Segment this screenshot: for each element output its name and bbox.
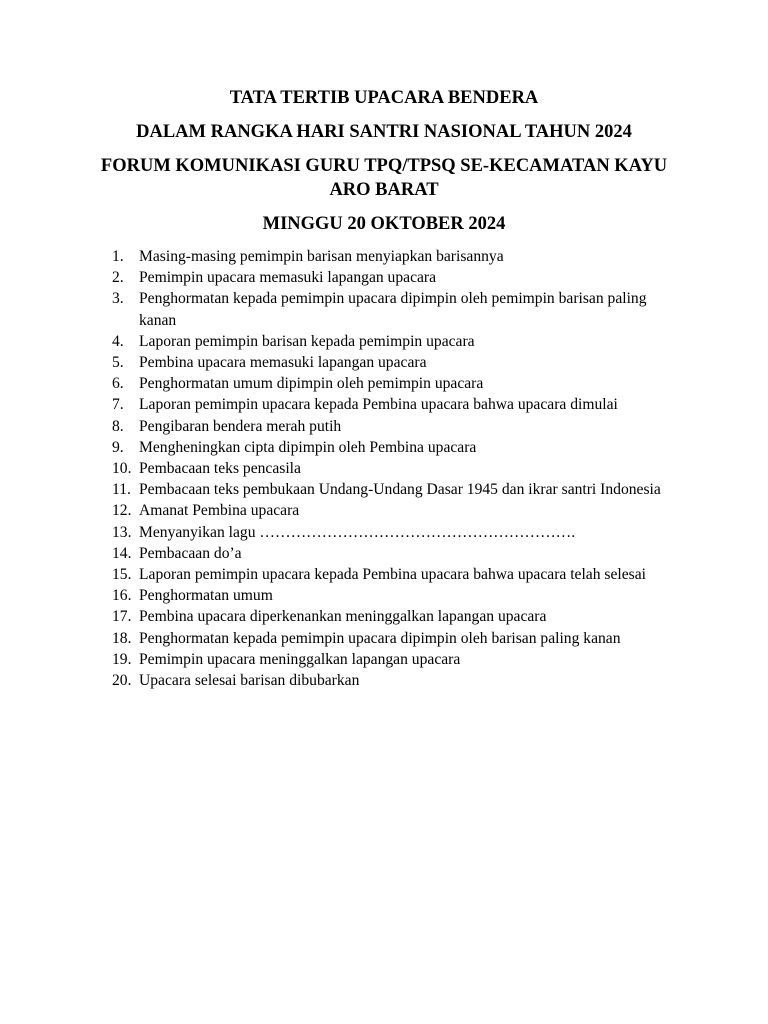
title-line-3: FORUM KOMUNIKASI GURU TPQ/TPSQ SE-KECAMATAN KAYU ARO BARAT [100, 156, 668, 200]
list-item [112, 373, 682, 394]
item-text: Amanat Pembina upacara [139, 502, 300, 520]
item-text: Pemimpin upacara meninggalkan lapangan upacara [139, 650, 461, 668]
item-text: Penghormatan kepada pemimpin upacara dipimpin oleh pemimpin barisan paling kanan [139, 290, 647, 329]
list-item [112, 500, 682, 521]
item-text: Laporan pemimpin barisan kepada pemimpin upacara [139, 332, 475, 350]
item-number: 15. [112, 566, 132, 584]
item-text: Upacara selesai barisan dibubarkan [139, 672, 360, 690]
list-item [112, 606, 682, 627]
list-item [112, 564, 682, 585]
item-text: Penghormatan umum [139, 587, 273, 605]
list-item [112, 331, 682, 352]
item-text: Menyanyikan lagu ……………………………………………………. [139, 523, 576, 541]
item-text: Mengheningkan cipta dipimpin oleh Pembina upacara [139, 438, 477, 456]
item-number: 2. [112, 269, 124, 287]
list-item [112, 437, 682, 458]
item-number: 18. [112, 629, 132, 647]
document-heading [96, 86, 672, 246]
list-item [112, 670, 682, 691]
item-text: Pembina upacara diperkenankan meninggalkan lapangan upacara [139, 608, 547, 626]
list-item [112, 394, 682, 415]
list-item [112, 267, 682, 288]
title-line-1: TATA TERTIB UPACARA BENDERA [229, 88, 539, 108]
item-text: Laporan pemimpin upacara kepada Pembina upacara bahwa upacara dimulai [139, 396, 618, 414]
item-number: 4. [112, 332, 124, 350]
title-line-4: MINGGU 20 OKTOBER 2024 [262, 214, 506, 234]
item-number: 5. [112, 354, 124, 372]
title-line-2: DALAM RANGKA HARI SANTRI NASIONAL TAHUN 2024 [136, 122, 632, 142]
item-text: Pembacaan teks pembukaan Undang-Undang Dasar 1945 dan ikrar santri Indonesia [139, 481, 661, 499]
item-text: Pembacaan do’a [139, 544, 242, 562]
item-number: 9. [112, 438, 124, 456]
item-text: Pembina upacara memasuki lapangan upacara [139, 354, 427, 372]
list-item [112, 458, 682, 479]
item-text: Masing-masing pemimpin barisan menyiapkan barisannya [139, 248, 504, 265]
item-number: 12. [112, 502, 132, 520]
item-number: 16. [112, 587, 132, 605]
item-number: 1. [112, 248, 124, 265]
item-number: 10. [112, 460, 132, 478]
list-item [112, 352, 682, 373]
item-number: 14. [112, 544, 132, 562]
item-text: Penghormatan umum dipimpin oleh pemimpin upacara [139, 375, 484, 393]
procedure-list [112, 246, 682, 691]
list-item [112, 246, 682, 267]
item-number: 11. [112, 481, 131, 499]
list-item [112, 628, 682, 649]
item-text: Laporan pemimpin upacara kepada Pembina upacara bahwa upacara telah selesai [139, 566, 646, 584]
item-number: 13. [112, 523, 132, 541]
item-number: 7. [112, 396, 124, 414]
item-number: 17. [112, 608, 132, 626]
item-number: 8. [112, 417, 124, 435]
item-number: 6. [112, 375, 124, 393]
item-text: Pemimpin upacara memasuki lapangan upacara [139, 269, 437, 287]
item-number: 20. [112, 672, 132, 690]
list-item [112, 585, 682, 606]
list-item [112, 649, 682, 670]
list-item [112, 416, 682, 437]
list-item [112, 479, 682, 500]
item-number: 3. [112, 290, 124, 308]
item-text: Penghormatan kepada pemimpin upacara dipimpin oleh barisan paling kanan [139, 629, 621, 647]
list-item [112, 543, 682, 564]
item-text: Pengibaran bendera merah putih [139, 417, 342, 435]
item-text: Pembacaan teks pencasila [139, 460, 301, 478]
list-item [112, 288, 682, 330]
item-number: 19. [112, 650, 132, 668]
list-item [112, 522, 682, 543]
